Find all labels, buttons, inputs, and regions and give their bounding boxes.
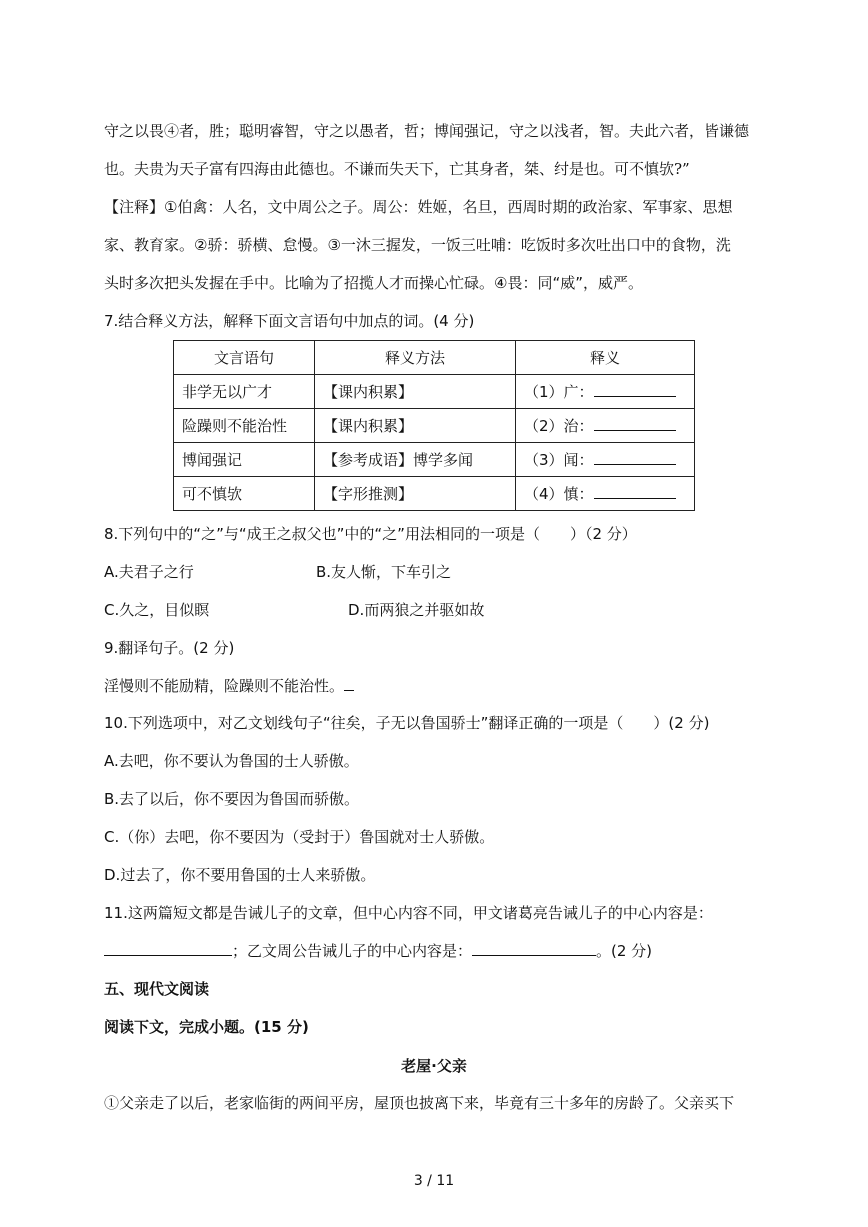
sentence-cell: 险躁则不能治性 [174,409,315,443]
sentence-text: 淫慢则不能励精，险躁则不能治性。 [104,677,345,695]
answer-cell [516,409,695,443]
question-11-answer-line [104,941,652,961]
table-header: 文言语句 [174,341,315,375]
answer-cell [516,443,695,477]
answer-label: （2）治： [524,417,594,435]
table-header: 释义方法 [315,341,516,375]
answer-blank[interactable] [104,941,232,956]
answer-blank[interactable] [344,676,354,691]
answer-blank[interactable] [594,416,676,431]
answer-end: 。(2 分) [596,942,653,960]
method-cell: 【字形推测】 [315,477,516,511]
answer-blank[interactable] [594,484,676,499]
answer-blank[interactable] [594,382,676,397]
question-10-prompt: 10.下列选项中，对乙文划线句子“往矣，子无以鲁国骄士”翻译正确的一项是（ ）(2 分) [104,714,710,732]
option-b: B.友人惭，下车引之 [316,563,452,581]
annotation-line: 【注释】①伯禽：人名，文中周公之子。周公：姓姬，名旦，西周时期的政治家、军事家、思想 [104,198,733,216]
table-header-row [174,341,695,375]
section-heading: 五、现代文阅读 [104,980,210,998]
question-8-prompt: 8.下列句中的“之”与“成王之叔父也”中的“之”用法相同的一项是（ ）（2 分） [104,525,637,543]
sentence-cell: 非学无以广才 [174,375,315,409]
article-paragraph: ①父亲走了以后，老家临街的两间平房，屋顶也披离下来，毕竟有三十多年的房龄了。父亲买下 [104,1094,735,1112]
reading-instruction: 阅读下文，完成小题。(15 分) [104,1018,309,1036]
option-d: D.而两狼之并驱如故 [348,601,485,619]
translation-sentence [104,676,354,696]
option-a: A.去吧，你不要认为鲁国的士人骄傲。 [104,752,359,770]
option-c: C.久之，目似瞑 [104,601,210,619]
annotation-line: 头时多次把头发握在手中。比喻为了招揽人才而操心忙碌。④畏：同“威”，威严。 [104,274,643,292]
table-header: 释义 [516,341,695,375]
question-11-prompt: 11.这两篇短文都是告诫儿子的文章，但中心内容不同，甲文诸葛亮告诫儿子的中心内容是： [104,904,713,922]
table-row [174,375,695,409]
method-cell: 【课内积累】 [315,409,516,443]
answer-cell [516,477,695,511]
answer-connector: ；乙文周公告诫儿子的中心内容是： [232,942,473,960]
table-row [174,477,695,511]
answer-cell [516,375,695,409]
passage-line: 也。夫贵为天子富有四海由此德也。不谦而失天下，亡其身者，桀、纣是也。可不慎欤?” [104,160,690,178]
sentence-cell: 可不慎欤 [174,477,315,511]
method-cell: 【参考成语】博学多闻 [315,443,516,477]
option-d: D.过去了，你不要用鲁国的士人来骄傲。 [104,866,376,884]
option-b: B.去了以后，你不要因为鲁国而骄傲。 [104,790,360,808]
answer-blank[interactable] [594,450,676,465]
table-row [174,409,695,443]
answer-label: （4）慎： [524,485,594,503]
sentence-cell: 博闻强记 [174,443,315,477]
passage-line: 守之以畏④者，胜；聪明睿智，守之以愚者，哲；博闻强记，守之以浅者，智。夫此六者，皆谦德 [104,122,750,140]
answer-label: （3）闻： [524,451,594,469]
method-cell: 【课内积累】 [315,375,516,409]
option-a: A.夫君子之行 [104,563,194,581]
table-row [174,443,695,477]
page-number: 3 / 11 [413,1173,455,1189]
question-9-prompt: 9.翻译句子。(2 分) [104,639,235,657]
answer-blank[interactable] [472,941,596,956]
answer-label: （1）广： [524,383,594,401]
article-title: 老屋·父亲 [401,1057,467,1075]
option-c: C.（你）去吧，你不要因为（受封于）鲁国就对士人骄傲。 [104,828,495,846]
question-7-prompt: 7.结合释义方法，解释下面文言语句中加点的词。(4 分) [104,312,475,330]
annotation-line: 家、教育家。②骄：骄横、怠慢。③一沐三握发，一饭三吐哺：吃饭时多次吐出口中的食物，洗 [104,236,731,254]
interpretation-table [173,340,695,511]
